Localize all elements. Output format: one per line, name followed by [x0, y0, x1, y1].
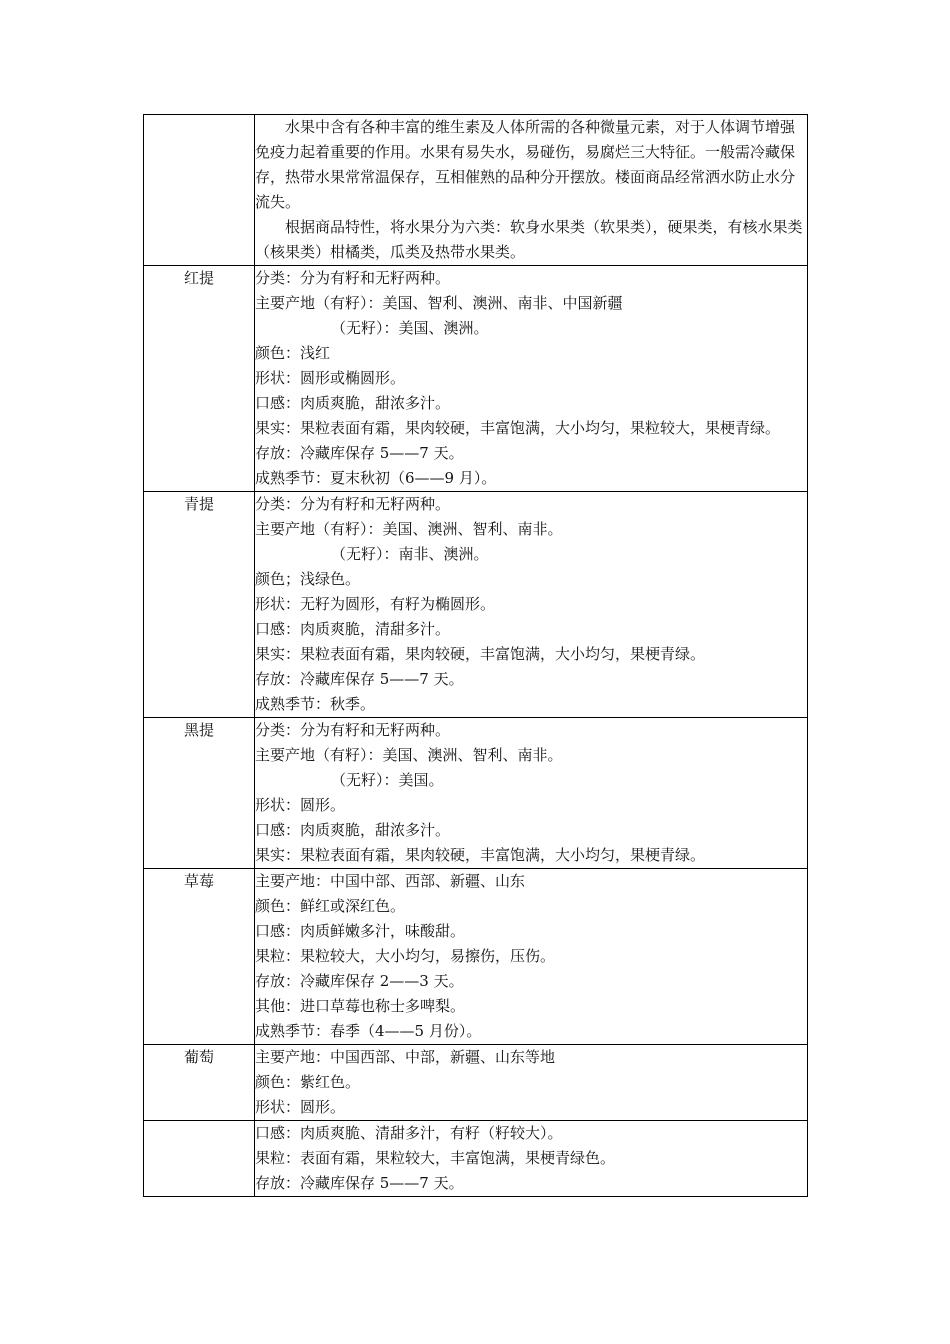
detail-line: 形状：无籽为圆形，有籽为椭圆形。: [255, 595, 496, 613]
fruit-details: [255, 1121, 808, 1197]
fruit-details: [255, 718, 808, 869]
detail-line: （无籽）：美国、澳洲。: [331, 319, 489, 337]
detail-line: 果实：果粒表面有霜，果肉较硬，丰富饱满，大小均匀，果梗青绿。: [255, 846, 706, 864]
fruit-name: 青提: [144, 492, 255, 718]
detail-line: 形状：圆形或椭圆形。: [255, 369, 406, 387]
detail-line: 主要产地（有籽）：美国、智利、澳洲、南非、中国新疆: [255, 294, 623, 312]
detail-line: 分类：分为有籽和无籽两种。: [255, 269, 451, 287]
detail-line: 果实：果粒表面有霜，果肉较硬，丰富饱满，大小均匀，果粒较大，果梗青绿。: [255, 419, 781, 437]
detail-line: 颜色：紫红色。: [255, 1073, 361, 1091]
fruit-details: [255, 492, 808, 718]
detail-line: 形状：圆形。: [255, 1098, 346, 1116]
fruit-row: [144, 1121, 808, 1197]
table-body: [144, 115, 808, 1197]
detail-line: 口感：肉质鲜嫩多汁，味酸甜。: [255, 922, 466, 940]
detail-line: 存放：冷藏库保存 5——7 天。: [255, 444, 464, 462]
fruit-row: [144, 869, 808, 1045]
fruit-info-table: [143, 114, 808, 1197]
fruit-row: [144, 266, 808, 492]
fruit-name: 葡萄: [144, 1045, 255, 1121]
detail-line: 主要产地：中国西部、中部，新疆、山东等地: [255, 1048, 556, 1066]
detail-line: 颜色：浅红: [255, 344, 331, 362]
detail-line: 存放：冷藏库保存 5——7 天。: [255, 670, 464, 688]
detail-line: （无籽）：美国。: [331, 771, 444, 789]
intro-name-cell: [144, 115, 255, 266]
detail-line: 主要产地（有籽）：美国、澳洲、智利、南非。: [255, 746, 563, 764]
detail-line: 成熟季节：秋季。: [255, 695, 376, 713]
detail-line: 口感：肉质爽脆，清甜多汁。: [255, 620, 451, 638]
detail-line: 口感：肉质爽脆，甜浓多汁。: [255, 821, 451, 839]
fruit-row: [144, 1045, 808, 1121]
detail-line: 主要产地（有籽）：美国、澳洲、智利、南非。: [255, 520, 563, 538]
detail-line: 果粒：表面有霜，果粒较大，丰富饱满，果梗青绿色。: [255, 1149, 616, 1167]
detail-line: 分类：分为有籽和无籽两种。: [255, 495, 451, 513]
detail-line: 形状：圆形。: [255, 796, 346, 814]
fruit-name: 红提: [144, 266, 255, 492]
detail-line: 存放：冷藏库保存 2——3 天。: [255, 972, 464, 990]
detail-line: 颜色；浅绿色。: [255, 570, 361, 588]
fruit-name: [144, 1121, 255, 1197]
detail-line: 主要产地：中国中部、西部、新疆、山东: [255, 872, 526, 890]
detail-line: 颜色：鲜红或深红色。: [255, 897, 406, 915]
intro-paragraph: 根据商品特性，将水果分为六类：软身水果类（软果类），硬果类，有核水果类（核果类）柑橘类，瓜类及热带水果类。: [255, 218, 803, 261]
fruit-details: [255, 869, 808, 1045]
detail-line: 成熟季节：夏末秋初（6——9 月）。: [255, 469, 497, 487]
detail-line: （无籽）：南非、澳洲。: [331, 545, 489, 563]
fruit-row: [144, 718, 808, 869]
detail-line: 口感：肉质爽脆，甜浓多汁。: [255, 394, 451, 412]
intro-paragraph: 水果中含有各种丰富的维生素及人体所需的各种微量元素，对于人体调节增强免疫力起着重要的作用。水果有易失水，易碰伤，易腐烂三大特征。一般需冷藏保存，热带水果常常温保存，互相催熟的品种分开摆放。楼面商品经常洒水防止水分流失。: [255, 118, 796, 211]
fruit-name: 黑提: [144, 718, 255, 869]
fruit-details: [255, 266, 808, 492]
detail-line: 果粒：果粒较大，大小均匀，易擦伤，压伤。: [255, 947, 556, 965]
detail-line: 成熟季节：春季（4——5 月份）。: [255, 1022, 482, 1040]
fruit-row: [144, 492, 808, 718]
detail-line: 口感：肉质爽脆、清甜多汁，有籽（籽较大）。: [255, 1124, 563, 1142]
intro-cell: [255, 115, 808, 266]
detail-line: 存放：冷藏库保存 5——7 天。: [255, 1174, 464, 1192]
detail-line: 其他：进口草莓也称士多啤梨。: [255, 997, 466, 1015]
detail-line: 分类：分为有籽和无籽两种。: [255, 721, 451, 739]
fruit-name: 草莓: [144, 869, 255, 1045]
fruit-details: [255, 1045, 808, 1121]
detail-line: 果实：果粒表面有霜，果肉较硬，丰富饱满，大小均匀，果梗青绿。: [255, 645, 706, 663]
intro-row: [144, 115, 808, 266]
